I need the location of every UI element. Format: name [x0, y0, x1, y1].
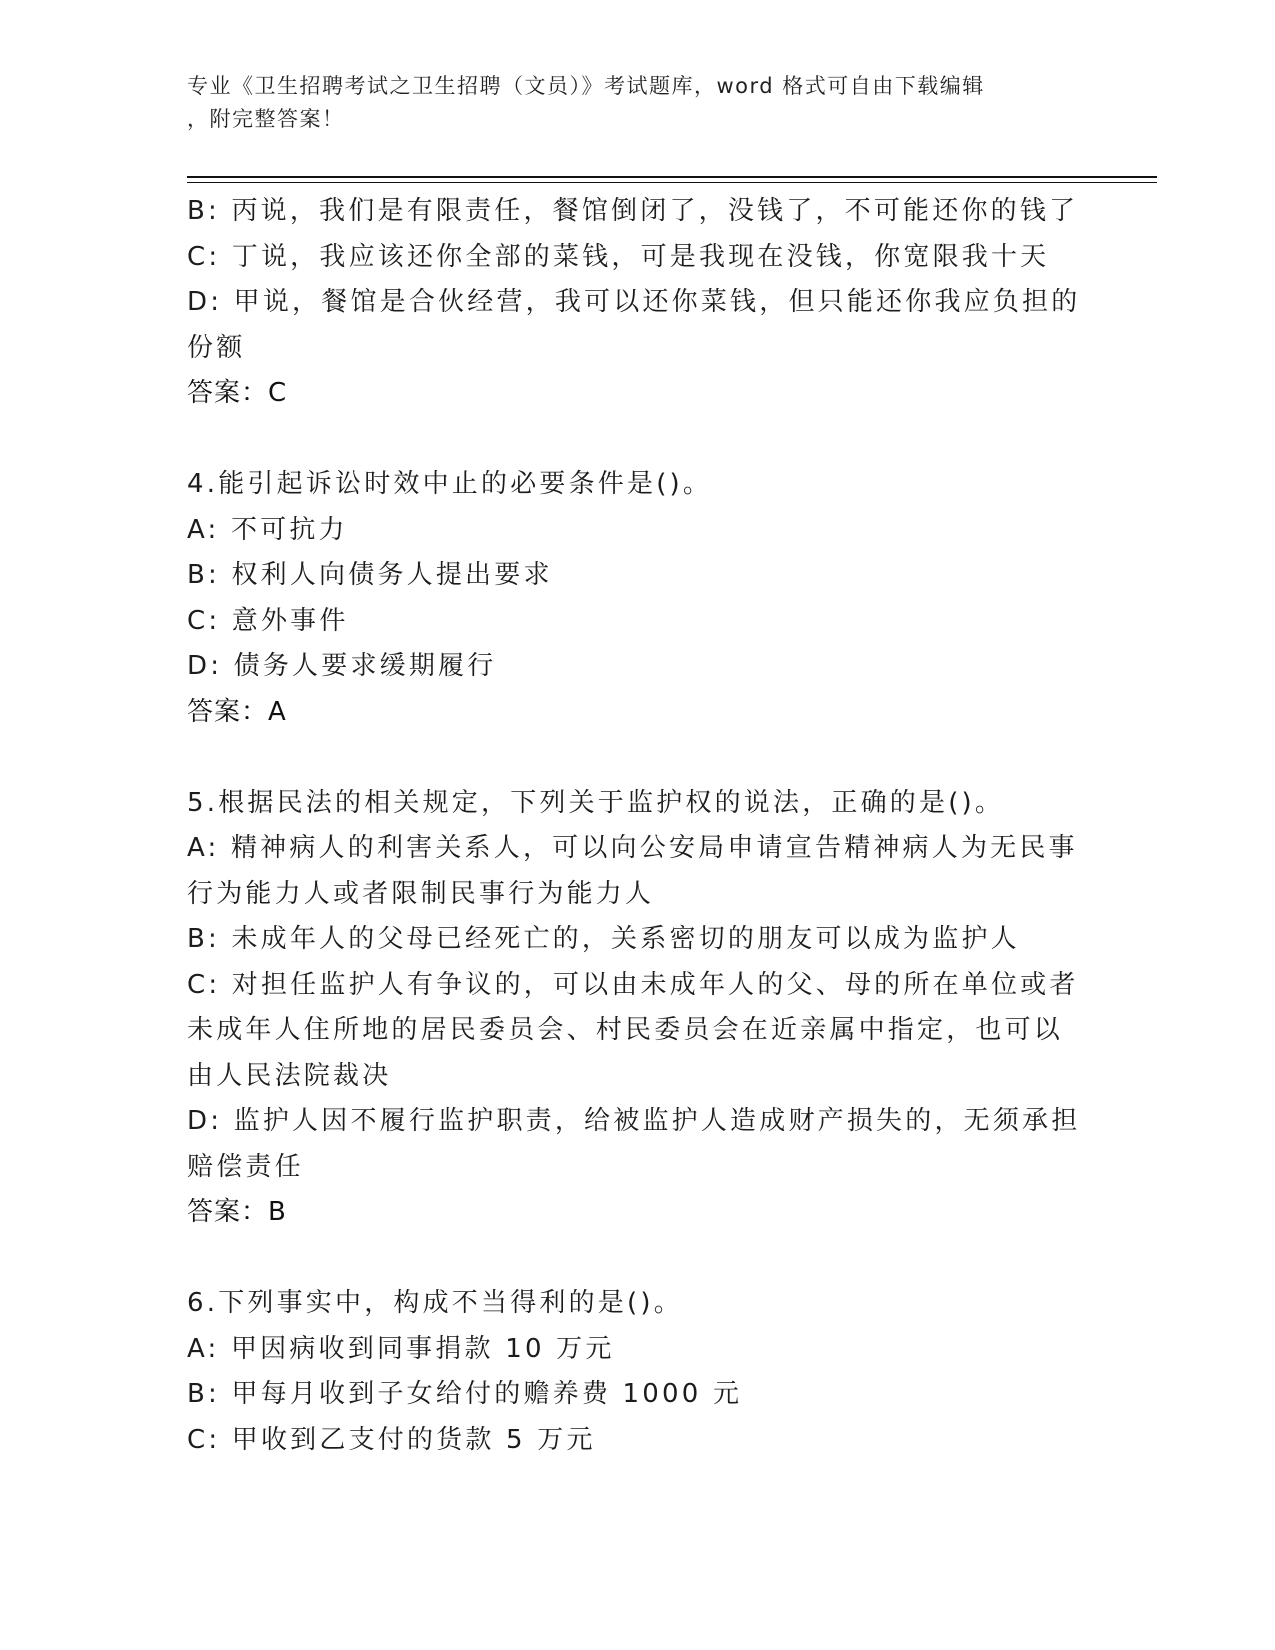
option-line: B: 未成年人的父母已经死亡的，关系密切的朋友可以成为监护人 — [187, 924, 1020, 954]
answer-line: 答案：C — [187, 378, 288, 408]
option-line: 份额 — [187, 332, 246, 363]
option-line: D: 债务人要求缓期履行 — [187, 651, 497, 681]
spacer — [187, 735, 1087, 781]
option-line: B: 甲每月收到子女给付的赡养费 1000 元 — [187, 1379, 743, 1409]
spacer — [187, 1236, 1087, 1282]
question-text: 5.根据民法的相关规定，下列关于监护权的说法，正确的是()。 — [187, 787, 1005, 818]
header-line-1: 专业《卫生招聘考试之卫生招聘（文员）》考试题库，word 格式可自由下载编辑 — [187, 74, 985, 98]
option-line: 赔偿责任 — [187, 1151, 304, 1182]
header-divider-thin — [187, 182, 1157, 183]
option-line: A: 甲因病收到同事捐款 10 万元 — [187, 1333, 615, 1364]
header-line-2: ，附完整答案！ — [187, 107, 345, 131]
document-header — [187, 70, 1067, 136]
option-line: C: 意外事件 — [187, 605, 349, 636]
spacer — [187, 417, 1087, 463]
answer-line: 答案：A — [187, 696, 287, 727]
option-line: C: 丁说，我应该还你全部的菜钱，可是我现在没钱，你宽限我十天 — [187, 241, 1050, 272]
option-line: D: 监护人因不履行监护职责，给被监护人造成财产损失的，无须承担 — [187, 1106, 1081, 1136]
option-line: D: 甲说，餐馆是合伙经营，我可以还你菜钱，但只能还你我应负担的 — [187, 287, 1081, 317]
question-list — [187, 189, 1087, 1463]
question-text: 4.能引起诉讼时效中止的必要条件是()。 — [187, 469, 713, 499]
option-line: B: 权利人向债务人提出要求 — [187, 560, 553, 590]
question-5 — [187, 781, 1087, 1236]
question-3-tail — [187, 189, 1087, 417]
header-divider-thick — [187, 176, 1157, 178]
option-line: 行为能力人或者限制民事行为能力人 — [187, 878, 655, 909]
answer-line: 答案：B — [187, 1197, 287, 1227]
option-line: C: 对担任监护人有争议的，可以由未成年人的父、母的所在单位或者 — [187, 969, 1079, 1000]
option-line: C: 甲收到乙支付的货款 5 万元 — [187, 1424, 596, 1455]
option-line: 由人民法院裁决 — [187, 1060, 392, 1091]
question-text: 6.下列事实中，构成不当得利的是()。 — [187, 1288, 683, 1318]
question-4 — [187, 462, 1087, 735]
option-line: 未成年人住所地的居民委员会、村民委员会在近亲属中指定，也可以 — [187, 1015, 1064, 1045]
question-6 — [187, 1281, 1087, 1463]
option-line: A: 不可抗力 — [187, 514, 348, 545]
option-line: A: 精神病人的利害关系人，可以向公安局申请宣告精神病人为无民事 — [187, 833, 1078, 863]
option-line: B: 丙说，我们是有限责任，餐馆倒闭了，没钱了，不可能还你的钱了 — [187, 196, 1079, 226]
